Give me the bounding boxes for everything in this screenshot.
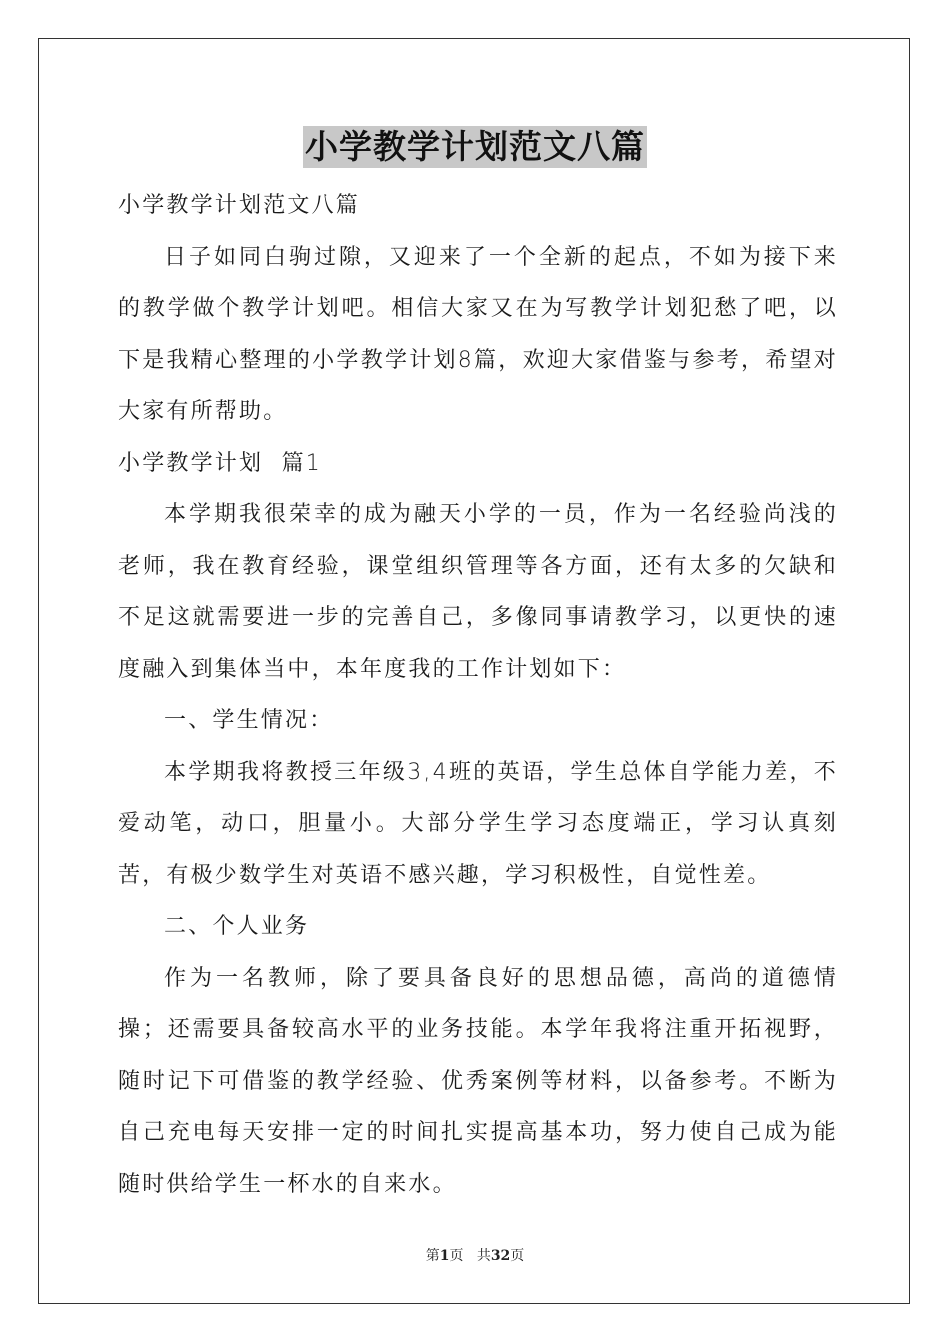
paragraph-personal-work: 作为一名教师，除了要具备良好的思想品德，高尚的道德情操；还需要具备较高水平的业务技能。本学年我将注重开拓视野，随时记下可借鉴的教学经验、优秀案例等材料，以备参考。不断为自己充电每天安排一定的时间扎实提高基本功，努力使自己成为能随时供给学生一杯水的自来水。	[118, 965, 838, 1197]
document-title-text: 小学教学计划范文八篇	[305, 127, 645, 166]
section-heading-plan-1: 小学教学计划 篇1	[118, 450, 322, 476]
paragraph-plan-1-intro: 本学期我很荣幸的成为融天小学的一员，作为一名经验尚浅的老师，我在教育经验，课堂组织管理等各方面，还有太多的欠缺和不足这就需要进一步的完善自己，多像同事请教学习，以更快的速度融入到集体当中，本年度我的工作计划如下：	[118, 502, 838, 682]
footer-page-suffix: 页	[449, 1248, 464, 1264]
heading-personal-work: 二、个人业务	[164, 914, 310, 939]
heading-student-situation: 一、学生情况：	[164, 708, 334, 733]
document-title	[0, 126, 950, 168]
document-body	[118, 180, 838, 1210]
footer-total-prefix: 共	[476, 1248, 491, 1264]
paragraph-student-situation: 本学期我将教授三年级3,4班的英语，学生总体自学能力差，不爱动笔，动口，胆量小。大部分学生学习态度端正，学习认真刻苦，有极少数学生对英语不感兴趣，学习积极性，自觉性差。	[118, 759, 838, 888]
paragraph-intro: 日子如同白驹过隙，又迎来了一个全新的起点，不如为接下来的教学做个教学计划吧。相信大家又在为写教学计划犯愁了吧，以下是我精心整理的小学教学计划8篇，欢迎大家借鉴与参考，希望对大家有所帮助。	[118, 244, 838, 424]
page-footer	[0, 1245, 950, 1265]
footer-total-pages: 32	[490, 1248, 511, 1264]
paragraph-subtitle: 小学教学计划范文八篇	[118, 193, 361, 218]
footer-page-prefix: 第	[425, 1248, 440, 1264]
footer-page-number: 1	[439, 1248, 450, 1264]
footer-total-suffix: 页	[510, 1248, 525, 1264]
